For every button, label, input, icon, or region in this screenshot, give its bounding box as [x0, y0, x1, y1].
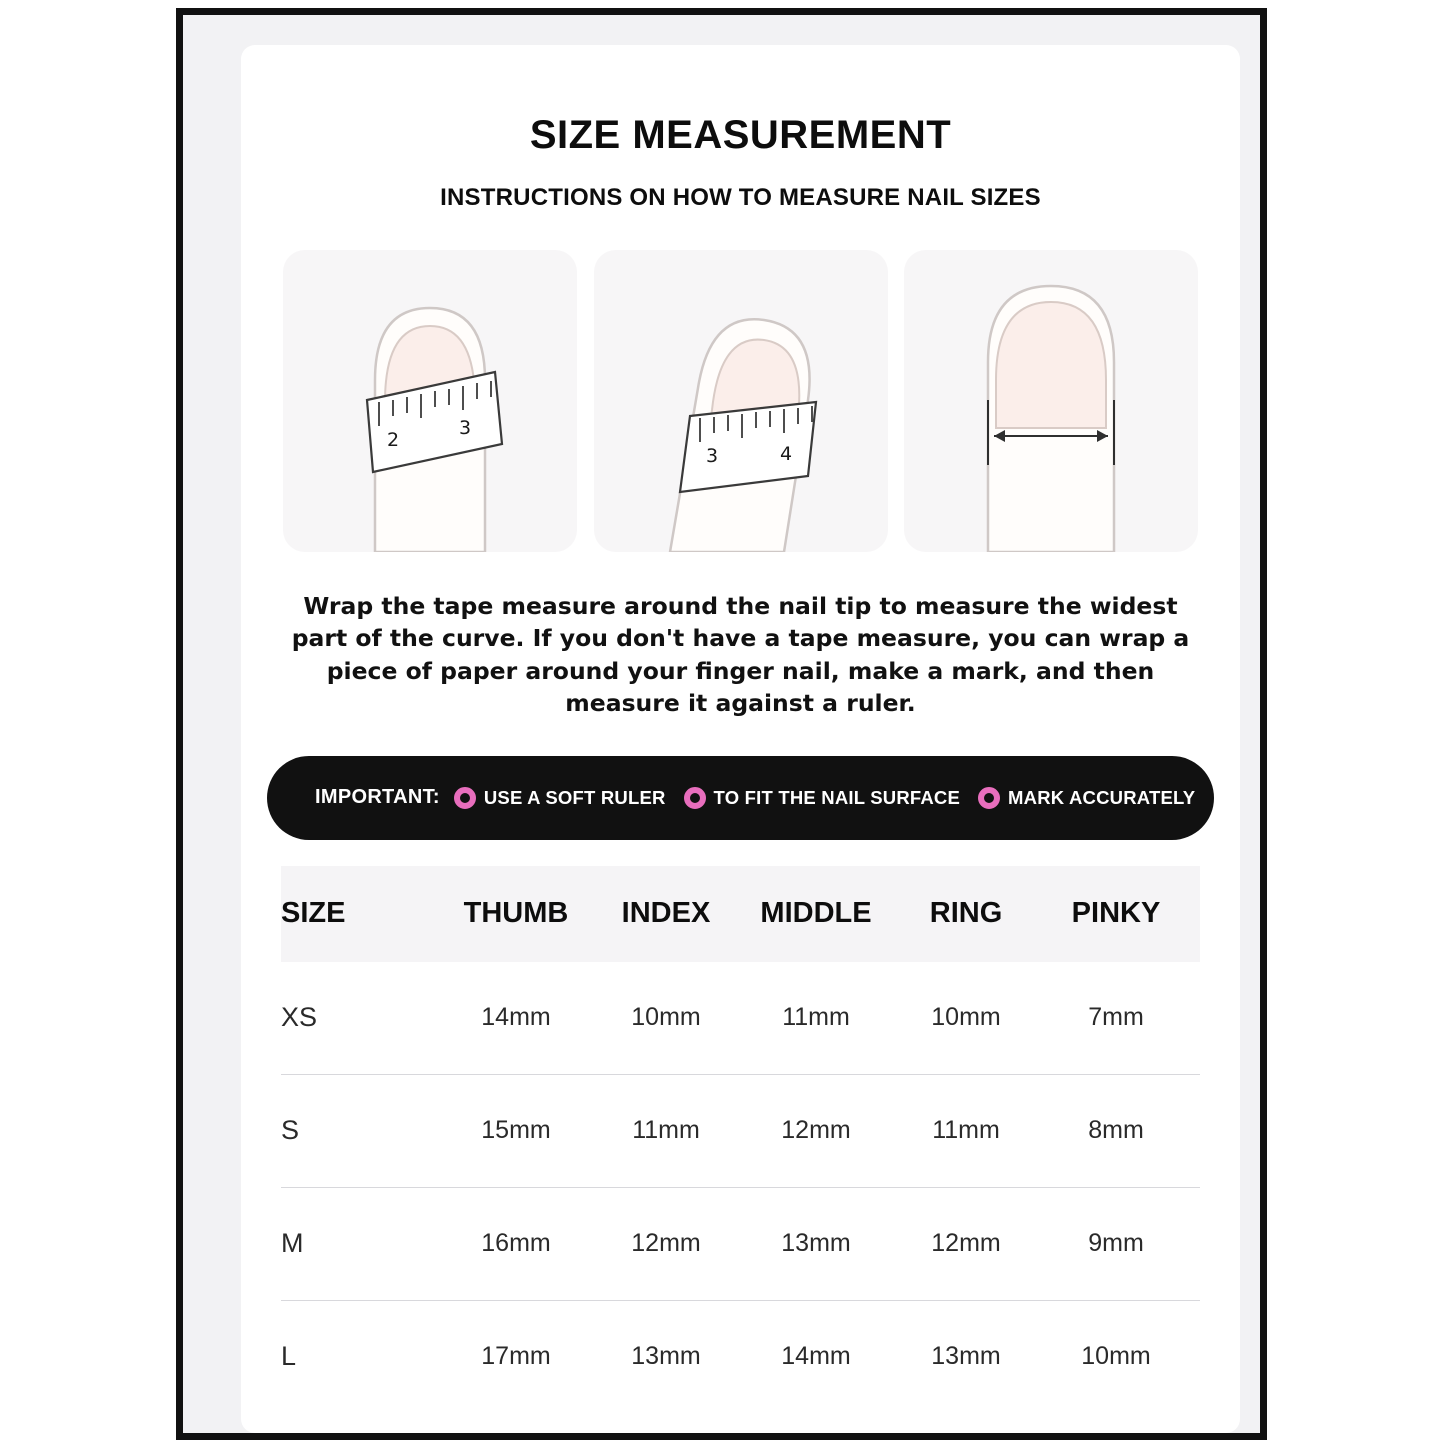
header-size: SIZE — [281, 897, 346, 930]
cell-thumb: 16mm — [481, 1229, 551, 1258]
cell-thumb: 15mm — [481, 1116, 551, 1145]
cell-ring: 13mm — [931, 1342, 1001, 1371]
cell-pinky: 9mm — [1088, 1229, 1144, 1258]
important-bar — [267, 756, 1214, 840]
important-item-1 — [454, 787, 666, 809]
cell-middle: 13mm — [781, 1229, 851, 1258]
important-item-3-label: MARK ACCURATELY — [1008, 786, 1196, 808]
table-row — [281, 962, 1200, 1075]
size-table — [241, 866, 1240, 1413]
svg-text:2: 2 — [387, 429, 400, 451]
header-middle: MIDDLE — [760, 897, 872, 930]
important-label: IMPORTANT: — [315, 786, 440, 809]
page-title: SIZE MEASUREMENT — [529, 113, 952, 157]
svg-text:4: 4 — [779, 443, 792, 465]
cell-size: M — [281, 1228, 304, 1259]
cell-size: XS — [281, 1002, 318, 1033]
table-row — [281, 1188, 1200, 1301]
cell-index: 11mm — [632, 1116, 700, 1145]
cell-ring: 11mm — [932, 1116, 1000, 1145]
header-ring: RING — [929, 897, 1003, 930]
nail-width-arrow-icon — [904, 250, 1198, 552]
svg-text:3: 3 — [459, 417, 472, 439]
cell-thumb: 17mm — [481, 1342, 551, 1371]
instructions-text: Wrap the tape measure around the nail tip to measure the widest part of the curve. If you don't have a tape measure, you can wrap a piece of paper around your finger nail, make a mark, and then measure it against a ruler. — [291, 592, 1190, 718]
cell-middle: 11mm — [782, 1003, 850, 1032]
header-index: INDEX — [621, 897, 711, 930]
cell-pinky: 7mm — [1088, 1003, 1144, 1032]
header-pinky: PINKY — [1071, 897, 1161, 930]
page-subtitle: INSTRUCTIONS ON HOW TO MEASURE NAIL SIZES — [440, 184, 1041, 211]
poster-frame — [176, 8, 1267, 1440]
cell-ring: 12mm — [931, 1229, 1001, 1258]
content-card — [241, 45, 1240, 1433]
cell-middle: 14mm — [781, 1342, 851, 1371]
bullet-dot-icon — [978, 787, 1000, 809]
important-item-2-label: TO FIT THE NAIL SURFACE — [713, 786, 961, 808]
important-item-3 — [978, 787, 1195, 809]
important-item-1-label: USE A SOFT RULER — [483, 786, 666, 808]
cell-pinky: 8mm — [1088, 1116, 1144, 1145]
table-row — [281, 1075, 1200, 1188]
cell-index: 13mm — [631, 1342, 701, 1371]
cell-pinky: 10mm — [1081, 1342, 1151, 1371]
cell-thumb: 14mm — [481, 1003, 551, 1032]
important-item-2 — [684, 787, 960, 809]
illustration-row — [283, 250, 1198, 552]
cell-middle: 12mm — [781, 1116, 851, 1145]
cell-index: 12mm — [631, 1229, 701, 1258]
cell-index: 10mm — [631, 1003, 701, 1032]
svg-text:3: 3 — [705, 445, 718, 467]
cell-ring: 10mm — [931, 1003, 1001, 1032]
finger-with-tape-measure-1-icon — [283, 250, 577, 552]
header-thumb: THUMB — [463, 897, 569, 930]
cell-size: S — [281, 1115, 300, 1146]
finger-with-tape-measure-2-icon — [594, 250, 888, 552]
bullet-dot-icon — [684, 787, 706, 809]
table-header-row — [281, 866, 1200, 962]
cell-size: L — [281, 1341, 297, 1372]
table-row — [281, 1301, 1200, 1413]
bullet-dot-icon — [454, 787, 476, 809]
